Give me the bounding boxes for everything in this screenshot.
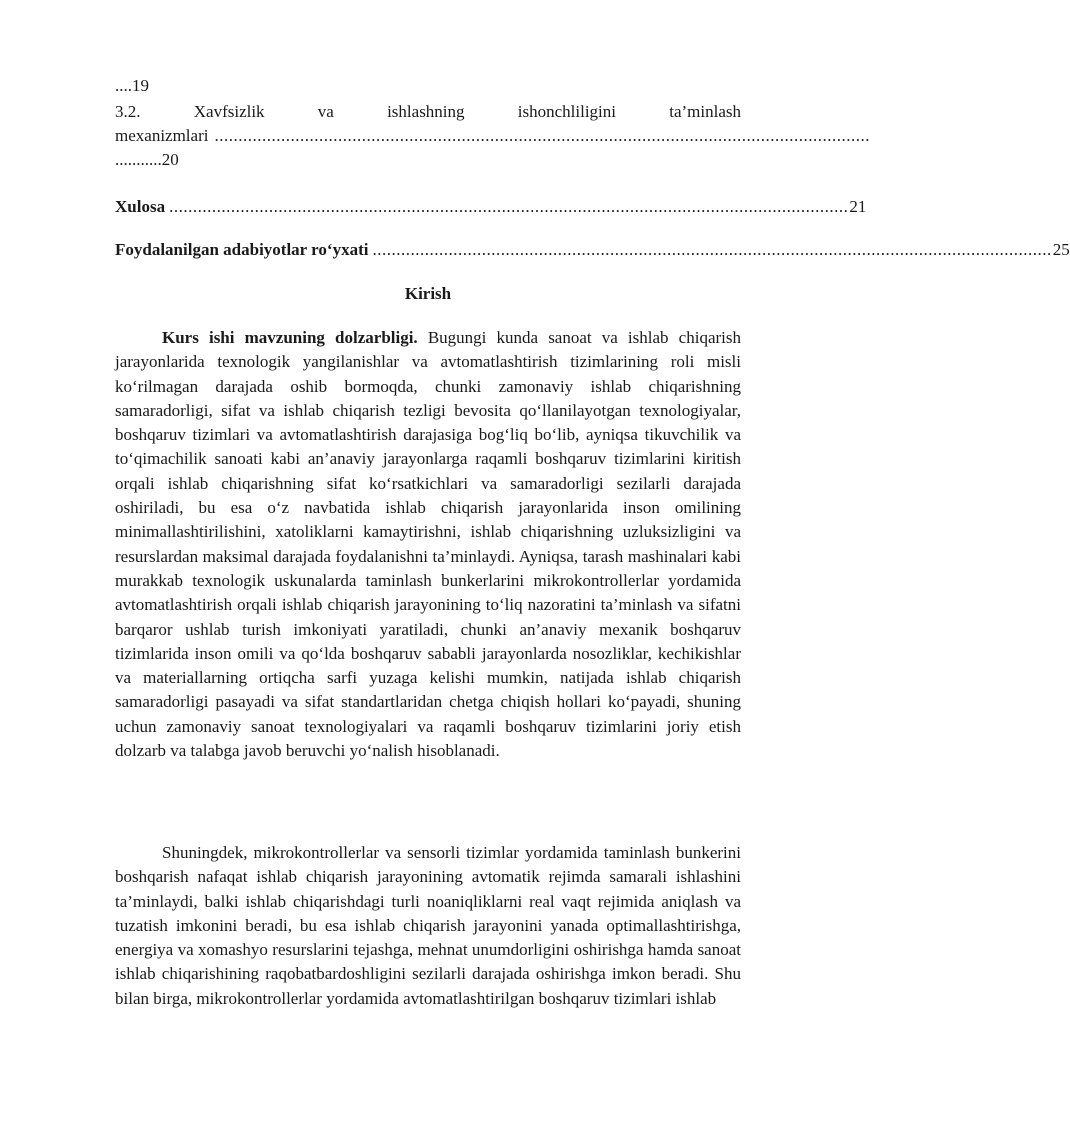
toc-adabiyotlar-page-number: 25 xyxy=(1052,240,1070,259)
toc-xulosa-page-number: 21 xyxy=(849,197,867,216)
toc-item-3-2-page-number: ...........20 xyxy=(115,150,179,169)
toc-item-3-2-heading[interactable]: 3.2. Xavfsizlik va ishlashning ishonchliligini ta’minlash xyxy=(115,102,741,121)
toc-item-adabiyotlar[interactable] xyxy=(115,238,1070,262)
toc-item-3-2-continuation[interactable] xyxy=(115,124,870,148)
intro-paragraph-1 xyxy=(115,326,741,763)
toc-adabiyotlar-label: Foydalanilgan adabiyotlar ro‘yxati xyxy=(115,240,369,259)
toc-dot-leader: ............................................................................................................................................... xyxy=(372,240,1052,259)
toc-item-xulosa[interactable] xyxy=(115,195,867,219)
toc-previous-page-number: ....19 xyxy=(115,76,149,95)
intro-paragraph-2: Shuningdek, mikrokontrollerlar va sensorli tizimlar yordamida taminlash bunkerini boshqarish nafaqat ishlab chiqarish jarayonining avtomatik rejimda samarali ishlashini ta’minlaydi, balki ishlab chiqarishdagi turli noaniqliklarni real vaqt rejimida aniqlash va tuzatish imkonini beradi, bu esa ishlab chiqarish jarayonini yanada optimallashtirishga, energiya va xomashyo resurslarini tejashga, mehnat unumdorligini oshirishga hamda sanoat ishlab chiqarishining raqobatbardoshligini sezilarli darajada oshirishga imkon beradi. Shu bilan birga, mikrokontrollerlar yordamida avtomatlashtirilgan boshqaruv tizimlari ishlab xyxy=(115,843,741,1008)
toc-dot-leader: .......................................................................................................................................... xyxy=(214,126,870,145)
paragraph-lead-heading: Kurs ishi mavzuning dolzarbligi. xyxy=(162,328,418,347)
paragraph-body: Bugungi kunda sanoat va ishlab chiqarish jarayonlarida texnologik yangilanishlar va avtomatlashtirish tizimlarining roli misli ko‘rilmagan darajada oshib bormoqda, chunki zamonaviy ishlab chiqarishning samaradorligi, sifat va ishlab chiqarish tezligi bevosita qo‘llanilayotgan texnologiyalar, boshqaruv tizimlari va avtomatlashtirish darajasiga bog‘liq bo‘lib, ayniqsa tikuvchilik va to‘qimachilik sanoati kabi an’anaviy jarayonlarga raqamli boshqaruv tizimlarini kiritish orqali ishlab chiqarishning sifat ko‘rsatkichlari va samaradorligi sezilarli darajada oshiriladi, bu esa o‘z navbatida ishlab chiqarish jarayonlarida inson omilining minimallashtirilishini, xatoliklarni kamaytirishni, ishlab chiqarishning uzluksizligini va resurslardan maksimal darajada foydalanishni ta’minlaydi. Ayniqsa, tarash mashinalari kabi murakkab texnologik uskunalarda taminlash bunkerlarini mikrokontrollerlar yordamida avtomatlashtirish orqali ishlab chiqarish jarayonining to‘liq nazoratini ta’minlash va sifatni barqaror ushlab turish imkoniyati yaratiladi, chunki an’anaviy mexanik boshqaruv tizimlarida inson omili va qo‘lda boshqaruv sababli jarayonlarda nosozliklar, kechikishlar va materiallarning ortiqcha sarfi yuzaga kelishi mumkin, natijada ishlab chiqarish samaradorligi pasayadi va sifat standartlaridan chetga chiqish hollari ko‘payadi, shuning uchun zamonaviy sanoat texnologiyalari va raqamli boshqaruv tizimlarini joriy etish dolzarb va talabga javob beruvchi yo‘nalish hisoblanadi. xyxy=(115,328,741,761)
section-title-kirish: Kirish xyxy=(404,284,452,303)
toc-item-3-2-cont-text: mexanizmlari xyxy=(115,126,209,145)
toc-xulosa-label: Xulosa xyxy=(115,197,166,216)
toc-dot-leader: ............................................................................................................................................... xyxy=(169,197,849,216)
